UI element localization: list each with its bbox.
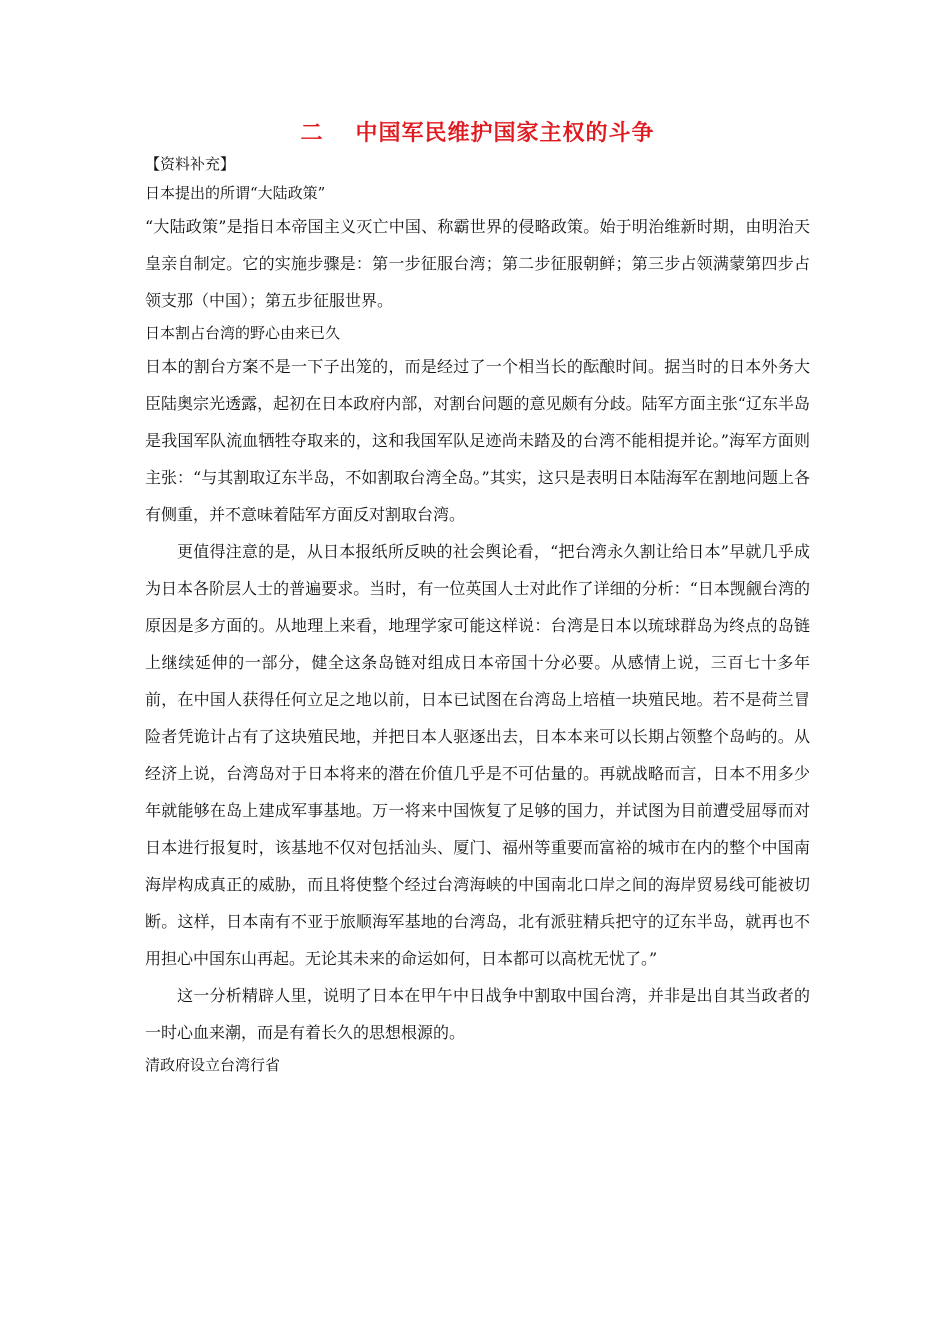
page-title xyxy=(145,118,810,148)
document-page xyxy=(145,118,810,1080)
heading-taiwan-province: 清政府设立台湾行省 xyxy=(145,1056,281,1074)
heading-continental-policy: 日本提出的所谓“大陆政策” xyxy=(145,184,326,202)
title-text: 中国军民维护国家主权的斗争 xyxy=(355,120,655,146)
paragraph-cession-plan: 日本的割台方案不是一下子出笼的，而是经过了一个相当长的酝酿时间。据当时的日本外务大臣陆奥宗光透露，起初在日本政府内部，对割台问题的意见颇有分歧。陆军方面主张“辽东半岛是我国军队流血牺牲夺取来的，这和我国军队足迹尚未踏及的台湾不能相提并论。”海军方面则主张：“与其割取辽东半岛，不如割取台湾全岛。”其实，这只是表明日本陆海军在割地问题上各有侧重，并不意味着陆军方面反对割取台湾。 xyxy=(145,357,810,524)
paragraph-analysis-conclusion: 这一分析精辟人里，说明了日本在甲午中日战争中割取中国台湾，并非是出自其当政者的一时心血来潮，而是有着长久的思想根源的。 xyxy=(145,986,810,1042)
paragraph-public-opinion: 更值得注意的是，从日本报纸所反映的社会舆论看，“把台湾永久割让给日本”早就几乎成为日本各阶层人士的普遍要求。当时，有一位英国人士对此作了详细的分析：“日本觊觎台湾的原因是多方面的。从地理上来看，地理学家可能这样说：台湾是日本以琉球群岛为终点的岛链上继续延伸的一部分，健全这条岛链对组成日本帝国十分必要。从感情上说，三百七十多年前，在中国人获得任何立足之地以前，日本已试图在台湾岛上培植一块殖民地。若不是荷兰冒险者凭诡计占有了这块殖民地，并把日本人驱逐出去，日本本来可以长期占领整个岛屿的。从经济上说，台湾岛对于日本将来的潜在价值几乎是不可估量的。再就战略而言，日本不用多少年就能够在岛上建成军事基地。万一将来中国恢复了足够的国力，并试图为目前遭受屈辱而对日本进行报复时，该基地不仅对包括汕头、厦门、福州等重要而富裕的城市在内的整个中国南海岸构成真正的威胁，而且将使整个经过台湾海峡的中国南北口岸之间的海岸贸易线可能被切断。这样，日本南有不亚于旅顺海军基地的台湾岛，北有派驻精兵把守的辽东半岛，就再也不用担心中国东山再起。无论其未来的命运如何，日本都可以高枕无忧了。” xyxy=(145,542,810,968)
heading-taiwan-ambition: 日本割占台湾的野心由来已久 xyxy=(145,324,341,342)
title-number: 二 xyxy=(300,120,324,146)
section-label: 【资料补充】 xyxy=(145,155,236,173)
paragraph-continental-policy: “大陆政策”是指日本帝国主义灭亡中国、称霸世界的侵略政策。始于明治维新时期，由明治天皇亲自制定。它的实施步骤是：第一步征服台湾；第二步征服朝鲜；第三步占领满蒙第四步占领支那（中国）；第五步征服世界。 xyxy=(145,217,810,310)
